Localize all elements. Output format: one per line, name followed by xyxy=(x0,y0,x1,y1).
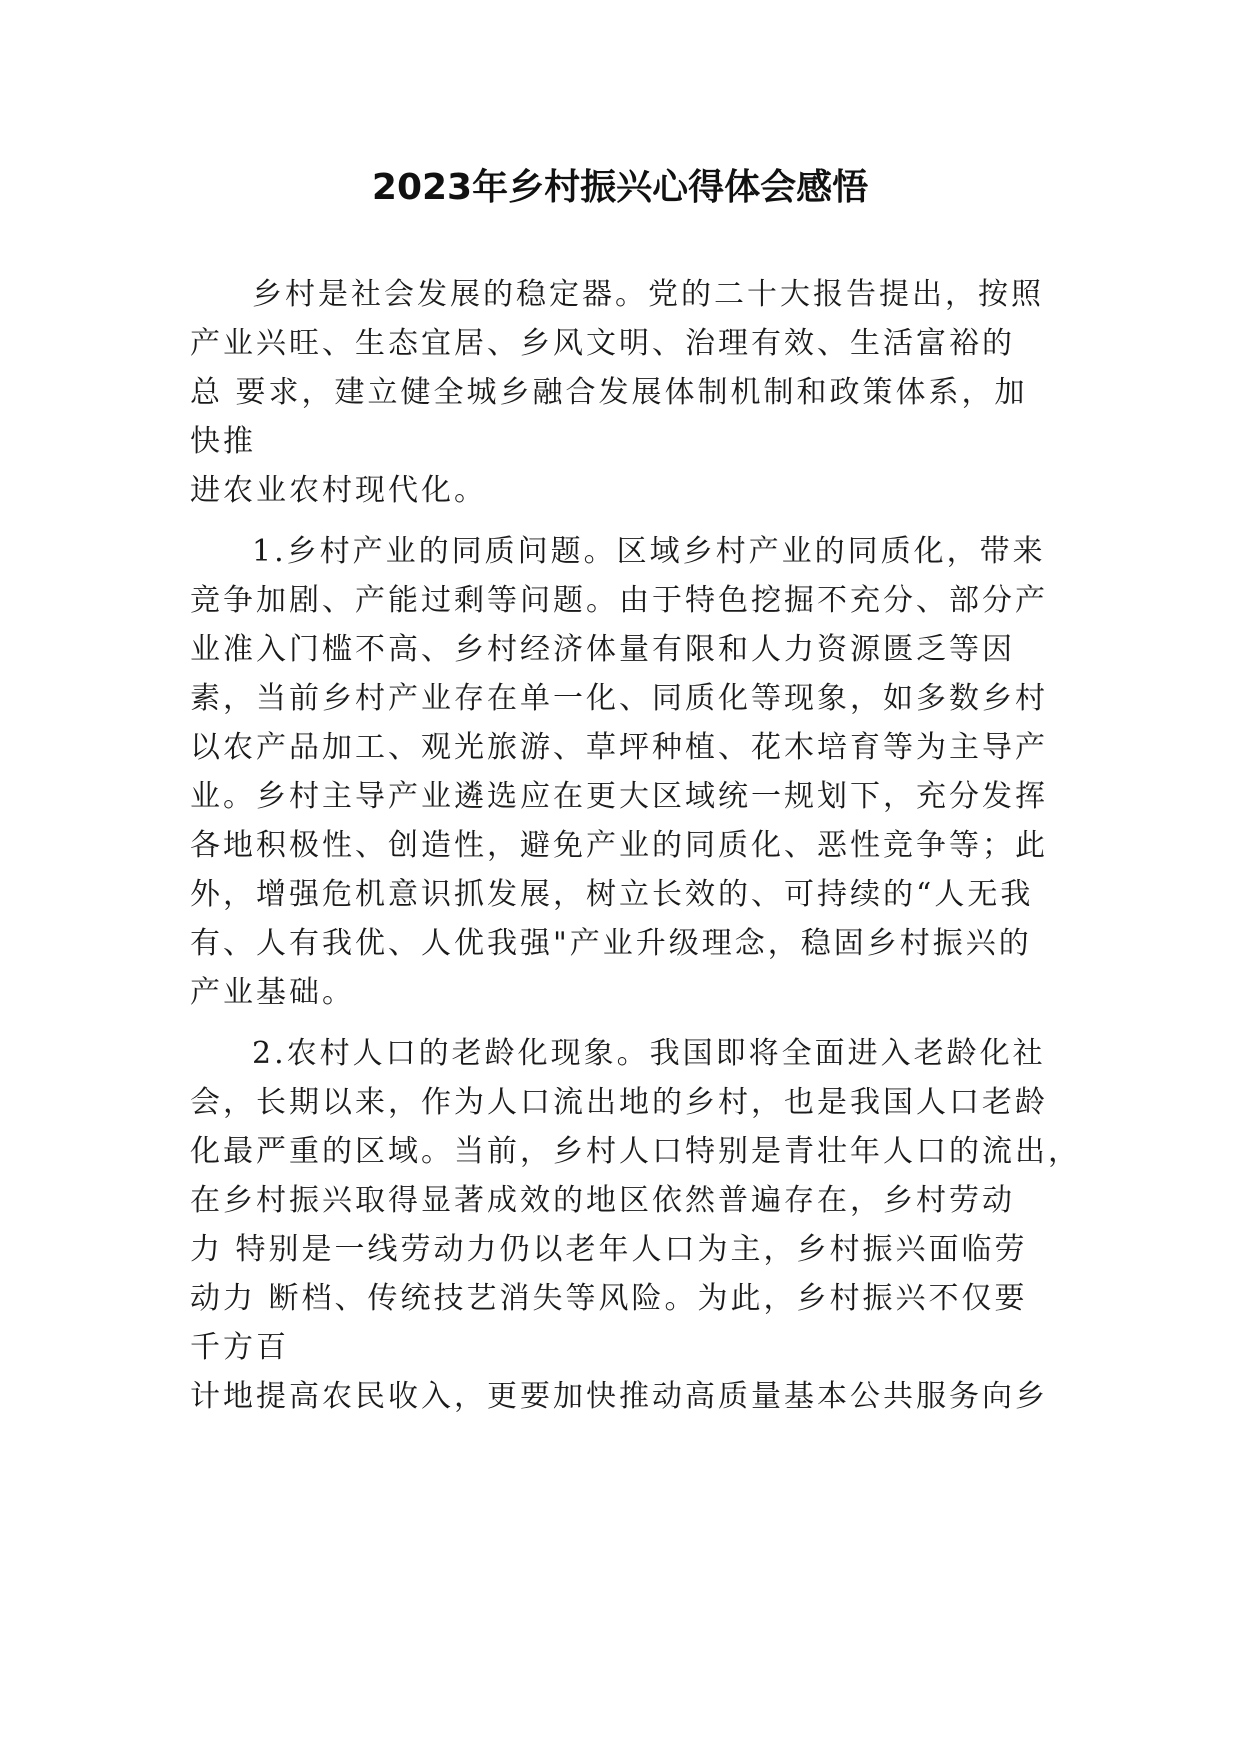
paragraph-line: 乡村是社会发展的稳定器。党的二十大报告提出，按照 xyxy=(252,277,1044,312)
paragraph-line: 化最严重的区域。当前，乡村人口特别是青壮年人口的流出， xyxy=(190,1134,1081,1169)
paragraph-line: 产业基础。 xyxy=(190,975,355,1010)
paragraph-line: 快推 xyxy=(190,424,256,459)
document-body xyxy=(190,270,1081,1421)
paragraph-line: 在乡村振兴取得显著成效的地区依然普遍存在，乡村劳动 xyxy=(190,1183,1015,1218)
document-title: 2023年乡村振兴心得体会感悟 xyxy=(371,167,869,208)
paragraph-line: 会，长期以来，作为人口流出地的乡村，也是我国人口老龄 xyxy=(190,1085,1048,1120)
paragraph-line: 动力 断档、传统技艺消失等风险。为此，乡村振兴不仅要 xyxy=(190,1281,1028,1316)
paragraph-line: 力 特别是一线劳动力仍以老年人口为主，乡村振兴面临劳 xyxy=(190,1232,1028,1267)
paragraph-line: 各地积极性、创造性，避免产业的同质化、恶性竞争等；此 xyxy=(190,828,1048,863)
paragraph-line: 千方百 xyxy=(190,1330,289,1365)
paragraph-line: 总 要求，建立健全城乡融合发展体制机制和政策体系，加 xyxy=(190,375,1028,410)
paragraph-line: 产业兴旺、生态宜居、乡风文明、治理有效、生活富裕的 xyxy=(190,326,1015,361)
paragraph-rural-aging xyxy=(190,1029,1081,1421)
paragraph-line: 2.农村人口的老龄化现象。我国即将全面进入老龄化社 xyxy=(252,1036,1046,1071)
paragraph-line: 业准入门槛不高、乡村经济体量有限和人力资源匮乏等因 xyxy=(190,632,1015,667)
paragraph-line: 以农产品加工、观光旅游、草坪种植、花木培育等为主导产 xyxy=(190,730,1048,765)
paragraph-line: 计地提高农民收入，更要加快推动高质量基本公共服务向乡 xyxy=(190,1379,1048,1414)
paragraph-line: 有、人有我优、人优我强"产业升级理念，稳固乡村振兴的 xyxy=(190,926,1032,961)
paragraph-line: 外，增强危机意识抓发展，树立长效的、可持续的“人无我 xyxy=(190,877,1034,912)
paragraph-line: 进农业农村现代化。 xyxy=(190,473,487,508)
paragraph-intro xyxy=(190,270,1070,515)
paragraph-line: 业。乡村主导产业遴选应在更大区域统一规划下，充分发挥 xyxy=(190,779,1048,814)
paragraph-industry-homogeneity xyxy=(190,527,1070,1017)
paragraph-line: 竞争加剧、产能过剩等问题。由于特色挖掘不充分、部分产 xyxy=(190,583,1048,618)
paragraph-line: 1.乡村产业的同质问题。区域乡村产业的同质化，带来 xyxy=(252,534,1046,569)
paragraph-line: 素，当前乡村产业存在单一化、同质化等现象，如多数乡村 xyxy=(190,681,1048,716)
